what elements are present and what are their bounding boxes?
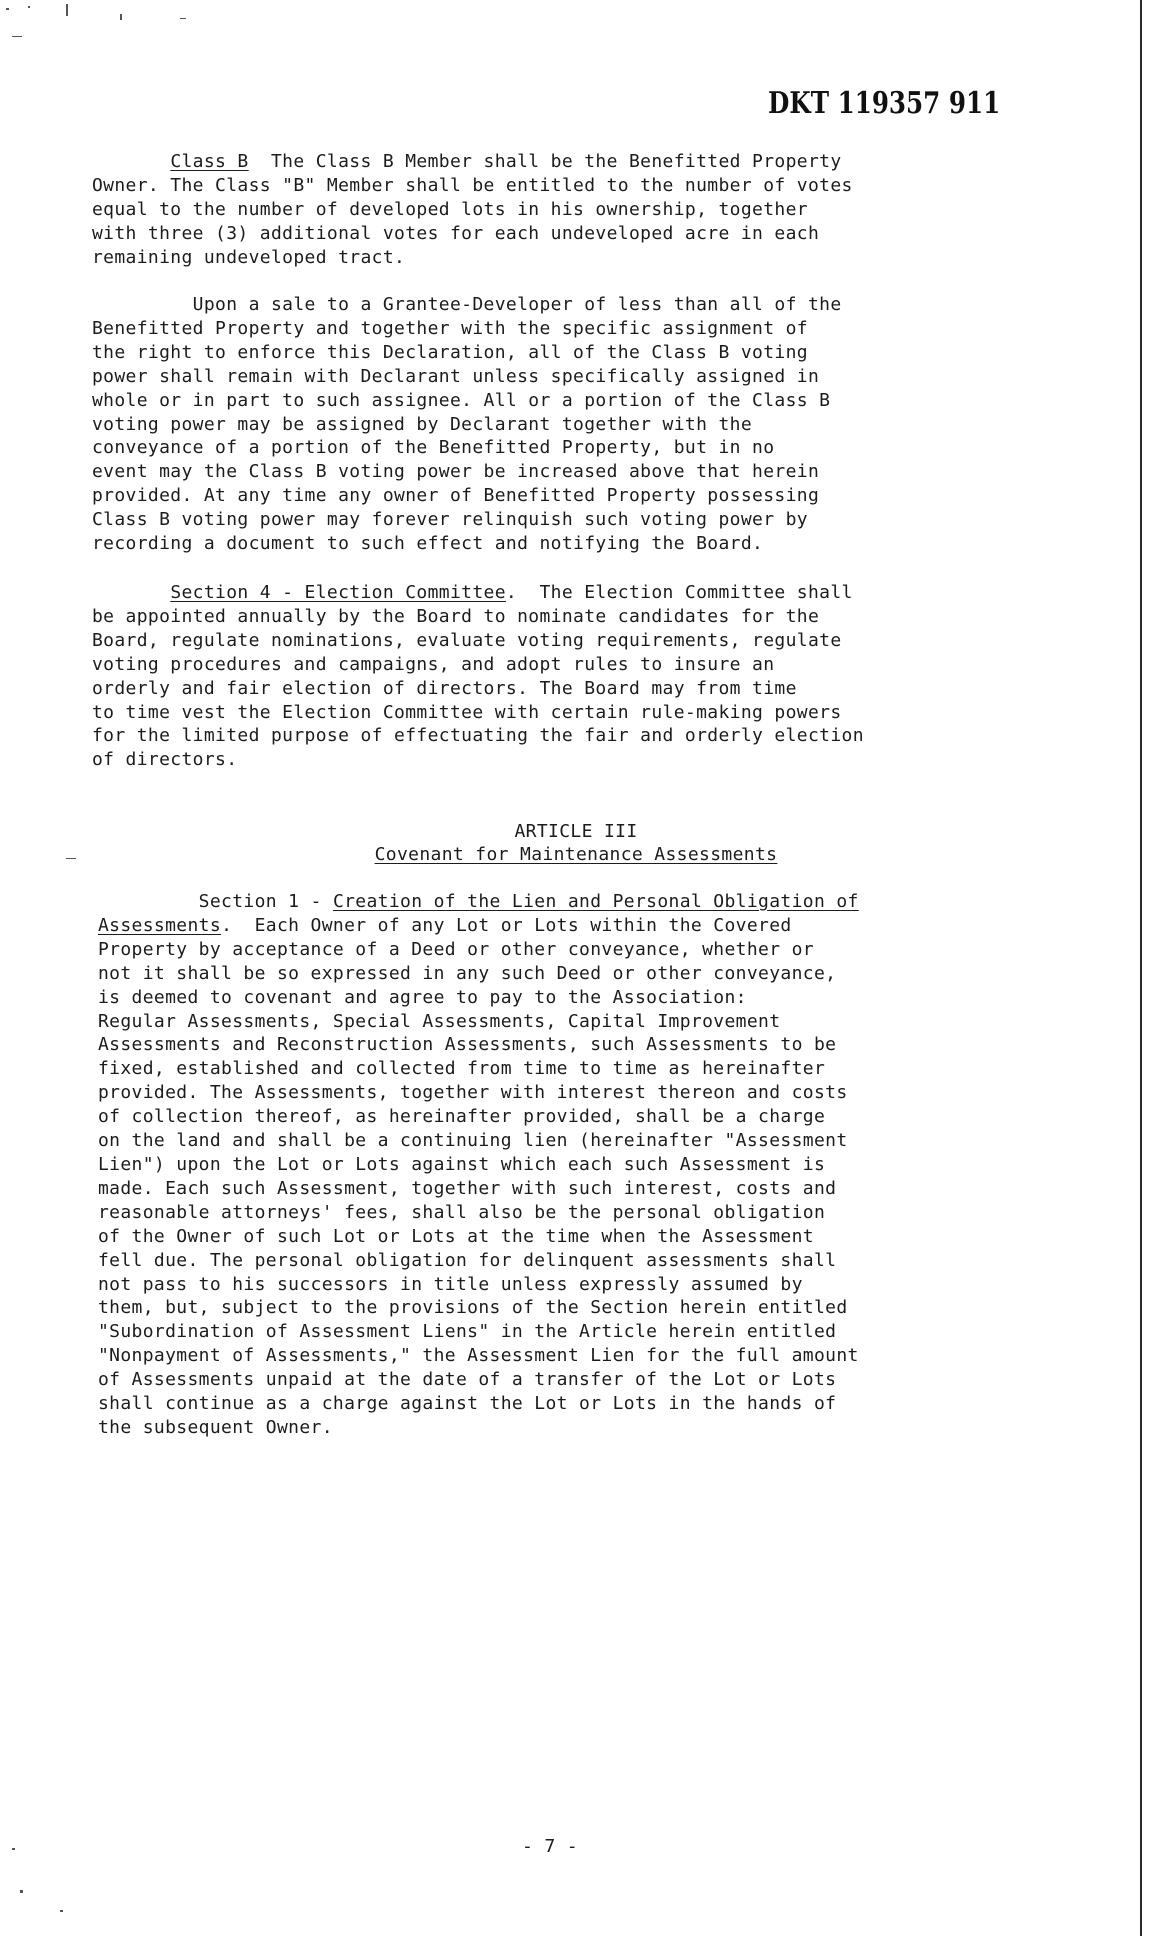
- section-1-line: . Each Owner of any Lot or Lots within the Covered: [221, 914, 792, 936]
- class-b-line: The Class B Member shall be the Benefitted Property: [248, 151, 842, 172]
- sale-line: recording a document to such effect and notifying the Board.: [92, 533, 764, 555]
- scan-speck: [60, 1910, 63, 1912]
- section-4-heading: Section 4 - Election Committee: [170, 582, 506, 603]
- class-b-line: Owner. The Class "B" Member shall be entitled to the number of votes: [92, 174, 853, 196]
- sale-line: power shall remain with Declarant unless specifically assigned in: [92, 365, 820, 387]
- page-number: - 7 -: [522, 1836, 578, 1857]
- section-1-line: not it shall be so expressed in any such Deed or other conveyance,: [98, 962, 837, 984]
- section-1-line: of Assessments unpaid at the date of a transfer of the Lot or Lots: [98, 1369, 837, 1391]
- section-4-line: voting procedures and campaigns, and adopt rules to insure an: [92, 653, 775, 675]
- section-1-prefix: Section 1 -: [98, 891, 333, 912]
- sale-line: conveyance of a portion of the Benefitted Property, but in no: [92, 437, 775, 459]
- section-1-line: the subsequent Owner.: [98, 1416, 333, 1438]
- article-title: ARTICLE III: [514, 821, 638, 842]
- class-b-line: with three (3) additional votes for each undeveloped acre in each: [92, 222, 820, 244]
- scan-speck: [20, 1890, 23, 1893]
- section-1-line: them, but, subject to the provisions of the Section herein entitled: [98, 1297, 848, 1319]
- scan-speck: [180, 18, 186, 19]
- sale-line: whole or in part to such assignee. All or a portion of the Class B: [92, 389, 831, 411]
- section-4-line: for the limited purpose of effectuating the fair and orderly election: [92, 725, 864, 747]
- section-1-line: Regular Assessments, Special Assessments, Capital Improvement: [98, 1010, 781, 1032]
- sale-line: Upon a sale to a Grantee-Developer of less than all of the: [92, 294, 842, 315]
- scan-speck: [6, 8, 9, 10]
- class-b-heading: Class B: [170, 151, 249, 172]
- sale-line: event may the Class B voting power be increased above that herein: [92, 461, 820, 483]
- section-1-line: on the land and shall be a continuing lien (hereinafter "Assessment: [98, 1130, 848, 1152]
- section-1-line: fixed, established and collected from time to time as hereinafter: [98, 1058, 826, 1080]
- article-subtitle: Covenant for Maintenance Assessments: [374, 844, 778, 865]
- class-b-line: equal to the number of developed lots in his ownership, together: [92, 198, 808, 220]
- sale-line: Class B voting power may forever relinquish such voting power by: [92, 509, 808, 531]
- section-4-line: to time vest the Election Committee with certain rule-making powers: [92, 701, 842, 723]
- section-4-line: . The Election Committee shall: [505, 582, 853, 603]
- scan-speck: [66, 4, 68, 16]
- scan-speck: [12, 36, 22, 37]
- section-1-line: made. Each such Assessment, together with such interest, costs and: [98, 1177, 837, 1199]
- section-1-line: of the Owner of such Lot or Lots at the time when the Assessment: [98, 1225, 814, 1247]
- section-1-line: shall continue as a charge against the Lot or Lots in the hands of: [98, 1393, 837, 1415]
- sale-line: Benefitted Property and together with the specific assignment of: [92, 317, 808, 339]
- section-4-line: orderly and fair election of directors. The Board may from time: [92, 677, 797, 699]
- page-edge-line: [1140, 0, 1142, 1936]
- section-4-line: Board, regulate nominations, evaluate voting requirements, regulate: [92, 629, 842, 651]
- class-b-line: remaining undeveloped tract.: [92, 246, 406, 268]
- section-1-line: provided. The Assessments, together with interest thereon and costs: [98, 1082, 848, 1104]
- section-1-line: Assessments and Reconstruction Assessments, such Assessments to be: [98, 1034, 837, 1056]
- sale-line: provided. At any time any owner of Benefitted Property possessing: [92, 485, 820, 507]
- section-1-heading: Creation of the Lien and Personal Obligation of: [332, 891, 859, 912]
- docket-stamp: DKT 119357 911: [768, 86, 1001, 121]
- paragraph-class-b: [92, 150, 1092, 270]
- section-4-line: be appointed annually by the Board to nominate candidates for the: [92, 605, 820, 627]
- scan-speck: [120, 14, 122, 20]
- section-1-line: Property by acceptance of a Deed or other conveyance, whether or: [98, 938, 814, 960]
- paragraph-sale: [92, 293, 1092, 556]
- section-1-line: Lien") upon the Lot or Lots against which each such Assessment is: [98, 1153, 826, 1175]
- section-1-line: "Nonpayment of Assessments," the Assessment Lien for the full amount: [98, 1345, 859, 1367]
- section-1-line: reasonable attorneys' fees, shall also be the personal obligation: [98, 1201, 826, 1223]
- section-1-line: not pass to his successors in title unless expressly assumed by: [98, 1273, 803, 1295]
- section-1-heading-cont: Assessments: [98, 914, 222, 936]
- section-1-line: is deemed to covenant and agree to pay to the Association:: [98, 986, 747, 1008]
- paragraph-section-4: [92, 581, 1092, 772]
- section-1-line: "Subordination of Assessment Liens" in the Article herein entitled: [98, 1321, 837, 1343]
- paragraph-section-1: [98, 890, 1098, 1440]
- sale-line: voting power may be assigned by Declarant together with the: [92, 413, 753, 435]
- scan-speck: [28, 6, 30, 8]
- section-4-line: of directors.: [92, 749, 238, 771]
- section-1-line: fell due. The personal obligation for delinquent assessments shall: [98, 1249, 837, 1271]
- section-1-line: of collection thereof, as hereinafter provided, shall be a charge: [98, 1106, 826, 1128]
- article-subtitle-wrap: [0, 843, 1152, 867]
- sale-line: the right to enforce this Declaration, all of the Class B voting: [92, 341, 808, 363]
